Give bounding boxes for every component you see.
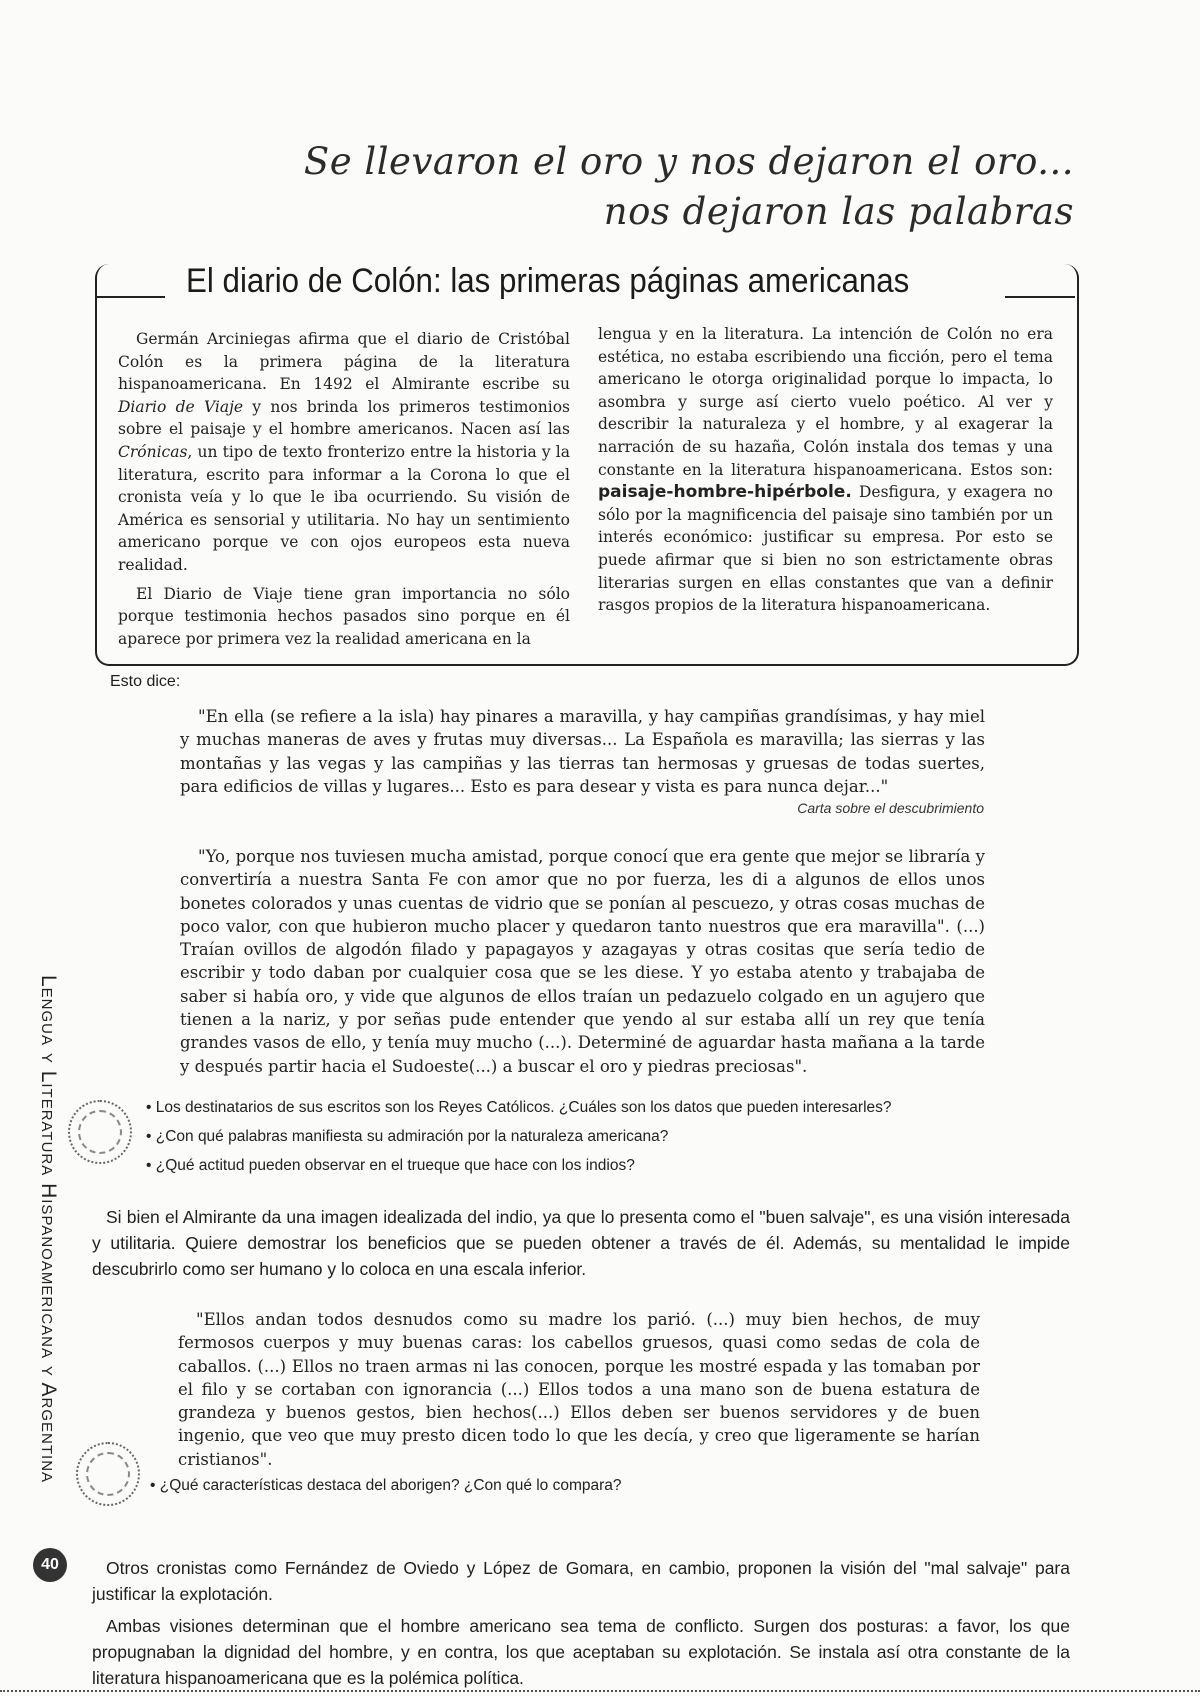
paragraph-2: Otros cronistas como Fernández de Oviedo y López de Gomara, en cambio, proponen la visión del "mal salvaje" para justificar la explotación.: [92, 1558, 1070, 1604]
quote-2: "Yo, porque nos tuviesen mucha amistad, porque conocí que era gente que mejor se libraría y convertiría a nuestra Santa Fe con amor que no por fuerza, les di a algunos de ellos unos bonetes colorados y unas cuentas de vidrio que se ponían al pescuezo, y otras cosas muchas de poco valor, con que hubieron mucho placer y quedaron tanto nuestros que era maravilla". (...) Traían ovillos de algodón filado y papagayos y azagayas y otras cositas que sería tedio de escribir y todo daban por cualquier cosa que se les diese. Y yo estaba atento y trabajaba de saber si había oro, y vide que algunos de ellos traían un pedazuelo colgado en un agujero que tienen a la nariz, y por señas pude entender que yendo al sur estaba allí un rey que tenía grandes vasos de ello, y tenía muy mucho (...). Determiné de aguardar hasta mañana a la tarde y después partir hacia el Sudoeste(...) a buscar el oro y piedras preciosas".: [180, 847, 985, 1076]
quote-3: "Ellos andan todos desnudos como su madre los parió. (...) muy bien hechos, de muy fermosos cuerpos y muy buenas caras: los cabellos gruesos, quasi como sedas de cola de caballos. (...) Ellos no traen armas ni las conocen, porque les mostré espada y las tomaban por el filo y se cortaban con ignorancia (...) Ellos todos a una mano son de buena estatura de grandeza y buenos gestos, bien hechos(...) Ellos deben ser buenos servidores y de buen ingenio, que veo que muy presto dicen todo lo que les decía, y creo que ligeramente se harían cristianos".: [178, 1310, 980, 1469]
column-right-paragraph: lengua y en la literatura. La intención de Colón no era estética, no estaba escribiendo una ficción, pero el tema americano le otorga originalidad porque lo impacta, lo asombra y surge así cierto vuelo poético. Al ver y describir la naturaleza y el hombre, y al exagerar la narración de su hazaña, Colón instala dos temas y una constante en la literatura hispanoamericana. Estos son: paisaje-hombre-hipérbole. Desfigura, y exagera no sólo por la magnificencia del paisaje sino también por un interés económico: justificar su empresa. Por esto se puede afirmar que si bien no son estrictamente obras literarias surgen en ellas constantes que van a definir rasgos propios de la literatura hispanoamericana.: [598, 325, 1053, 615]
quote-1: "En ella (se refiere a la isla) hay pinares a maravilla, y hay campiñas grandísimas, y hay miel y muchas maneras de aves y frutas muy diversas... La Española es maravilla; las sierras y las montañas y las vegas y las campiñas y las tierras tan hermosas y gruesas de todas suertes, para edificios de villas y lugares... Esto es para desear y vista es para nunca dejar...": [180, 707, 985, 796]
bottom-rule: [0, 1690, 1200, 1695]
intro-text: Esto dice:: [110, 673, 181, 690]
seal-icon: [68, 1100, 132, 1164]
keyword-themes: paisaje-hombre-hipérbole.: [598, 482, 852, 503]
heading-rule-left: [95, 296, 165, 298]
side-label: Lengua y Literatura Hispanoamericana y Argentina: [37, 975, 60, 1484]
paragraph-1: Si bien el Almirante da una imagen idealizada del indio, ya que lo presenta como el "buen salvaje", es una visión interesada y utilitaria. Quiere demostrar los beneficios que se pueden obtener a través de él. Además, su mentalidad le impide descubrirlo como ser humano y lo coloca en una escala inferior.: [92, 1207, 1070, 1279]
paragraph-3: Ambas visiones determinan que el hombre americano sea tema de conflicto. Surgen dos posturas: a favor, los que propugnaban la dignidad del hombre, y en contra, los que aceptaban su explotación. Se instala así otra constante de la literatura hispanoamericana que es la polémica política.: [92, 1616, 1070, 1688]
column-left-paragraph-2: El Diario de Viaje tiene gran importancia no sólo porque testimonia hechos pasados sino porque en él aparece por primera vez la realidad americana en la: [118, 584, 570, 648]
column-left-paragraph-1: Germán Arciniegas afirma que el diario de Cristóbal Colón es la primera página de la literatura hispanoamericana. En 1492 el Almirante escribe su Diario de Viaje y nos brinda los primeros testimonios sobre el paisaje y el hombre americanos. Nacen así las Crónicas, un tipo de texto fronterizo entre la historia y la literatura, escrito para informar a la Corona lo que el cronista veía y lo que le iba ocurriendo. Su visión de América es sensorial y utilitaria. No hay un sentimiento americano porque ve con ojos europeos esta nueva realidad.: [118, 330, 570, 574]
seal-icon: [76, 1442, 140, 1506]
section-column-right: [598, 323, 1053, 617]
question-item: • ¿Qué actitud pueden observar en el trueque que hace con los indios?: [146, 1157, 635, 1174]
question-item: • ¿Qué características destaca del aborigen? ¿Con qué lo compara?: [150, 1477, 622, 1494]
quote-1-source: Carta sobre el descubrimiento: [797, 800, 984, 816]
section-heading: El diario de Colón: las primeras páginas americanas: [175, 262, 920, 301]
section-column-left: [118, 328, 570, 650]
page-number: 40: [33, 1548, 67, 1582]
question-item: • ¿Con qué palabras manifiesta su admiración por la naturaleza americana?: [146, 1128, 669, 1145]
question-item: • Los destinatarios de sus escritos son los Reyes Católicos. ¿Cuáles son los datos que pueden interesarles?: [146, 1099, 892, 1116]
page-title-line-2: nos dejaron las palabras: [603, 190, 1074, 233]
heading-rule-right: [1005, 296, 1075, 298]
page-title-line-1: Se llevaron el oro y nos dejaron el oro...: [303, 140, 1074, 183]
